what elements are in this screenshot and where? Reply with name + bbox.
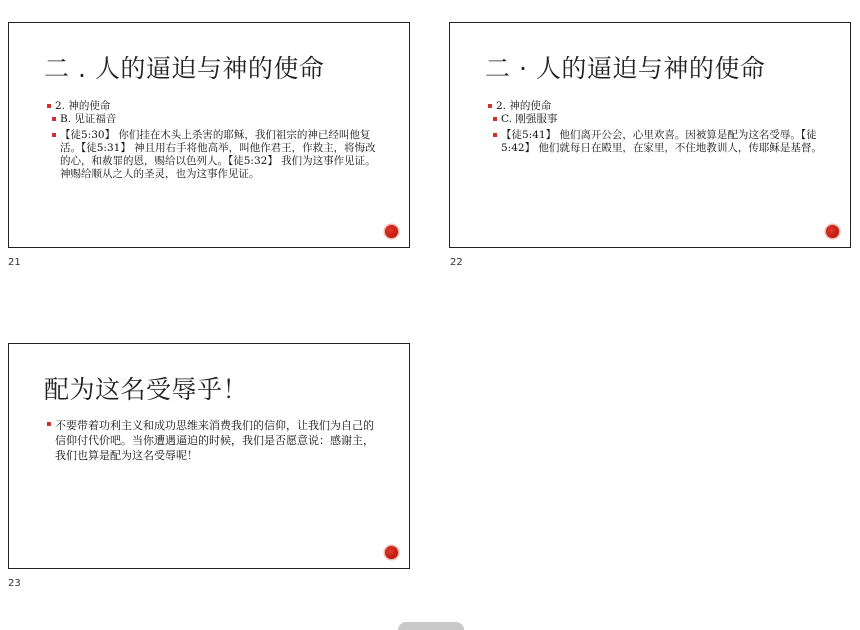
slide-thumbnail-22[interactable]	[449, 22, 851, 248]
slide-title: 配为这名受辱乎！	[44, 375, 249, 404]
slide-body	[488, 100, 824, 155]
slide-number: 21	[8, 257, 21, 268]
slide-body	[47, 418, 383, 463]
bullet-item: 2. 神的使命	[47, 100, 383, 113]
red-dot-icon	[826, 225, 839, 238]
bullet-item: C. 刚强服事	[493, 113, 824, 126]
slide-title: 二 · 人的逼迫与神的使命	[485, 54, 766, 83]
slide-body	[47, 100, 383, 181]
slide-thumbnail-23[interactable]	[8, 343, 410, 569]
slide-thumbnail-21[interactable]	[8, 22, 410, 248]
bullet-item: 【徒5:41】 他们离开公会，心里欢喜。因被算是配为这名受辱。【徒5:42】 他们就每日在殿里，在家里，不住地教训人，传耶稣是基督。	[493, 129, 824, 155]
red-dot-icon	[385, 225, 398, 238]
scroll-handle[interactable]	[398, 622, 464, 630]
bullet-item: B. 见证福音	[52, 113, 383, 126]
bullet-item: 【徒5:30】 你们挂在木头上杀害的耶稣，我们祖宗的神已经叫他复活。【徒5:31】 神且用右手将他高举，叫他作君王，作救主，将悔改的心，和赦罪的恩，赐给以色列人。【徒5:32】 我们为这事作见证。神赐给顺从之人的圣灵，也为这事作见证。	[52, 129, 383, 181]
bullet-item: 不要带着功利主义和成功思维来消费我们的信仰，让我们为自己的信仰付代价吧。当你遭遇逼迫的时候，我们是否愿意说：感谢主，我们也算是配为这名受辱呢！	[47, 418, 383, 463]
slide-number: 23	[8, 578, 21, 589]
bullet-item: 2. 神的使命	[488, 100, 824, 113]
slide-number: 22	[450, 257, 463, 268]
red-dot-icon	[385, 546, 398, 559]
slide-title: 二 . 人的逼迫与神的使命	[44, 54, 325, 83]
